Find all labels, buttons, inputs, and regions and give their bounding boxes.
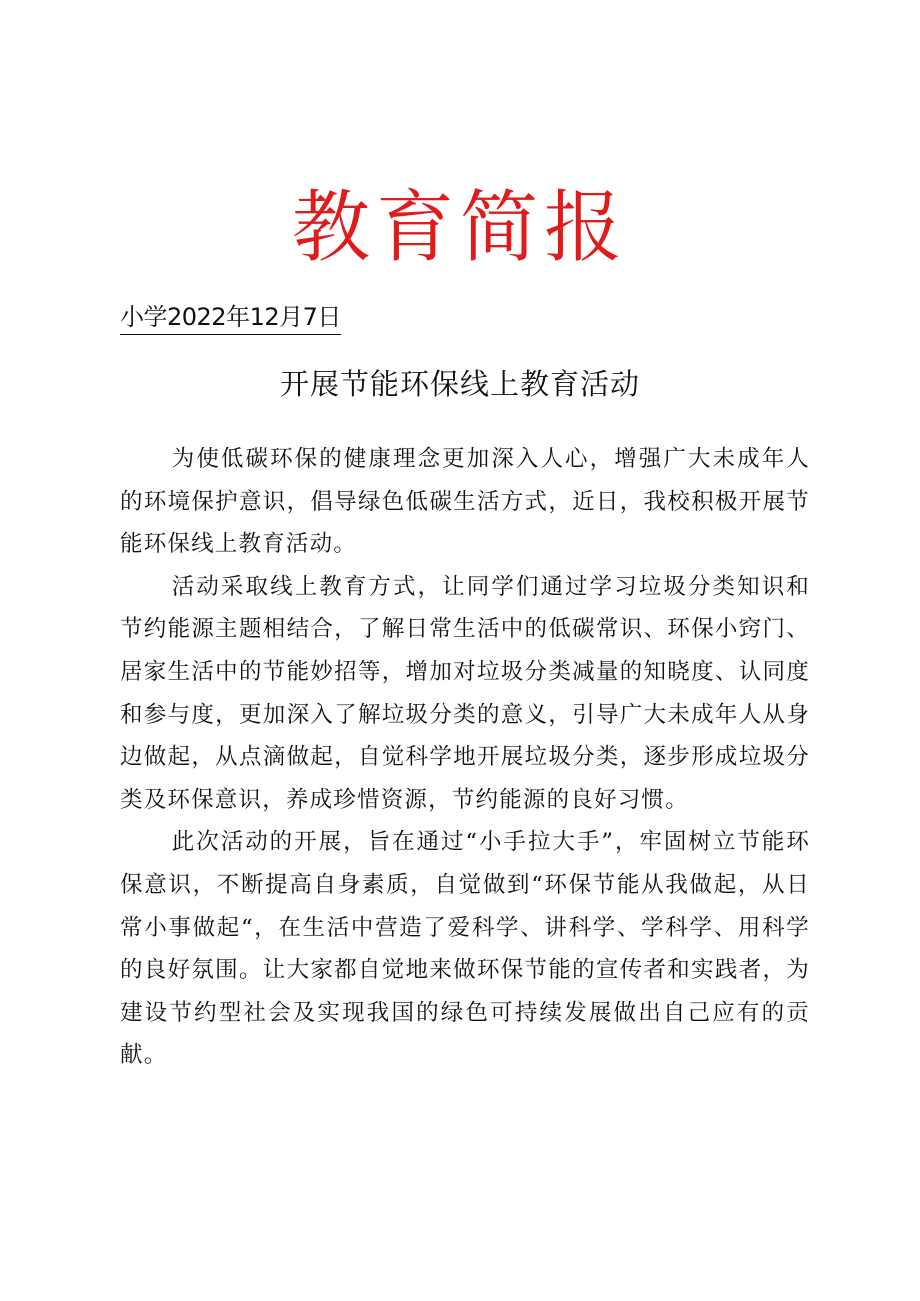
masthead-title: 教育简报 <box>291 183 628 273</box>
article-paragraph: 活动采取线上教育方式，让同学们通过学习垃圾分类知识和节约能源主题相结合，了解日常生活中的低碳常识、环保小窍门、居家生活中的节能妙招等，增加对垃圾分类减量的知晓度、认同度和参与度，更加深入了解垃圾分类的意义，引导广大未成年人从身边做起，从点滴做起，自觉科学地开展垃圾分类，逐步形成垃圾分类及环保意识，养成珍惜资源，节约能源的良好习惯。 <box>120 573 810 813</box>
dateline: 小学2022年12月7日 <box>120 300 341 335</box>
article-body <box>120 438 810 1077</box>
article-paragraph: 此次活动的开展，旨在通过“小手拉大手”，牢固树立节能环保意识，不断提高自身素质，自觉做到“环保节能从我做起，从日常小事做起“，在生活中营造了爱科学、讲科学、学科学、用科学的良好氛围。让大家都自觉地来做环保节能的宣传者和实践者，为建设节约型社会及实现我国的绿色可持续发展做出自己应有的贡献。 <box>120 829 810 1069</box>
article-paragraph: 为使低碳环保的健康理念更加深入人心，增强广大未成年人的环境保护意识，倡导绿色低碳生活方式，近日，我校积极开展节能环保线上教育活动。 <box>120 446 810 558</box>
article-headline: 开展节能环保线上教育活动 <box>279 367 640 401</box>
